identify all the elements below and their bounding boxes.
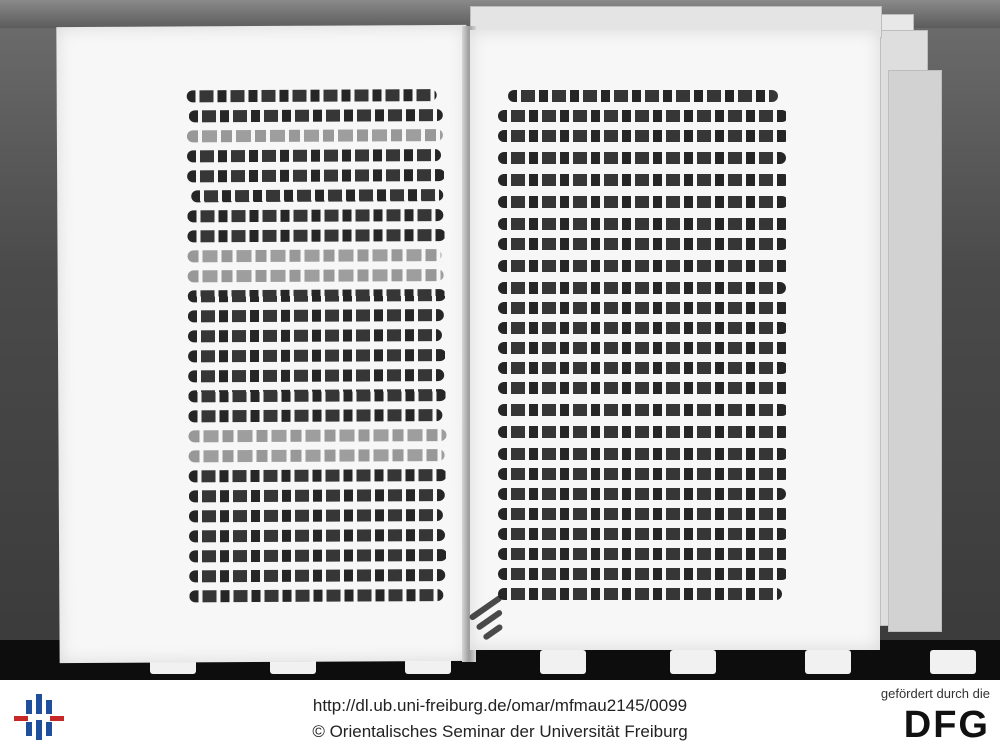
handwritten-line — [498, 342, 790, 354]
film-perforation — [930, 650, 976, 674]
dfg-logo-icon: DFG — [903, 704, 990, 746]
right-manuscript-page — [470, 30, 880, 650]
handwritten-line — [188, 329, 442, 342]
handwritten-line — [498, 508, 790, 520]
handwritten-line — [498, 404, 788, 416]
handwritten-line — [188, 409, 442, 422]
film-perforation — [805, 650, 851, 674]
handwritten-line — [498, 382, 790, 394]
handwritten-line — [188, 289, 446, 302]
handwritten-line — [498, 238, 788, 250]
handwritten-line — [187, 229, 445, 242]
handwritten-line — [188, 389, 446, 402]
handwritten-line — [188, 429, 446, 442]
film-perforation — [540, 650, 586, 674]
handwritten-line — [189, 569, 445, 582]
handwritten-line — [498, 426, 790, 438]
copyright-notice: © Orientalisches Seminar der Universität Freiburg — [312, 722, 688, 741]
handwritten-line — [498, 362, 788, 374]
handwritten-line — [189, 489, 445, 502]
handwritten-line — [189, 549, 447, 562]
handwritten-line — [188, 249, 442, 262]
handwritten-line — [189, 109, 443, 122]
left-page-handwritten-text — [187, 89, 450, 610]
handwritten-line — [187, 149, 441, 162]
handwritten-line — [188, 269, 444, 282]
handwritten-line — [187, 89, 437, 102]
handwritten-line — [189, 469, 447, 482]
source-url[interactable]: http://dl.ub.uni-freiburg.de/omar/mfmau2145/0099 — [312, 696, 688, 715]
handwritten-line — [498, 488, 786, 500]
film-perforation — [670, 650, 716, 674]
handwritten-line — [498, 322, 788, 334]
footer-bar — [0, 680, 1000, 751]
handwritten-line — [498, 110, 788, 122]
handwritten-line — [187, 169, 445, 182]
handwritten-line — [498, 468, 790, 480]
handwritten-line — [188, 349, 446, 362]
right-page-handwritten-text — [498, 90, 798, 590]
handwritten-line — [498, 260, 790, 272]
handwritten-line — [191, 189, 443, 202]
handwritten-line — [189, 589, 443, 602]
handwritten-line — [498, 588, 782, 600]
handwritten-line — [189, 509, 443, 522]
handwritten-line — [498, 528, 788, 540]
page-stack-edge — [888, 70, 942, 632]
handwritten-line — [187, 209, 443, 222]
handwritten-line — [187, 129, 443, 142]
left-manuscript-page — [56, 25, 469, 663]
handwritten-line — [498, 196, 788, 208]
handwritten-line — [498, 282, 786, 294]
handwritten-line — [498, 218, 790, 230]
handwritten-line — [498, 302, 790, 314]
handwritten-line — [498, 130, 790, 142]
handwritten-line — [188, 309, 444, 322]
handwritten-line — [498, 548, 790, 560]
handwritten-line — [498, 174, 790, 186]
handwritten-line — [498, 568, 788, 580]
handwritten-line — [498, 448, 788, 460]
handwritten-line — [188, 369, 444, 382]
handwritten-line — [508, 90, 778, 102]
handwritten-line — [189, 449, 445, 462]
handwritten-line — [189, 529, 445, 542]
dfg-funding-block — [870, 686, 990, 746]
funding-caption: gefördert durch die — [880, 686, 990, 701]
handwritten-line — [498, 152, 786, 164]
